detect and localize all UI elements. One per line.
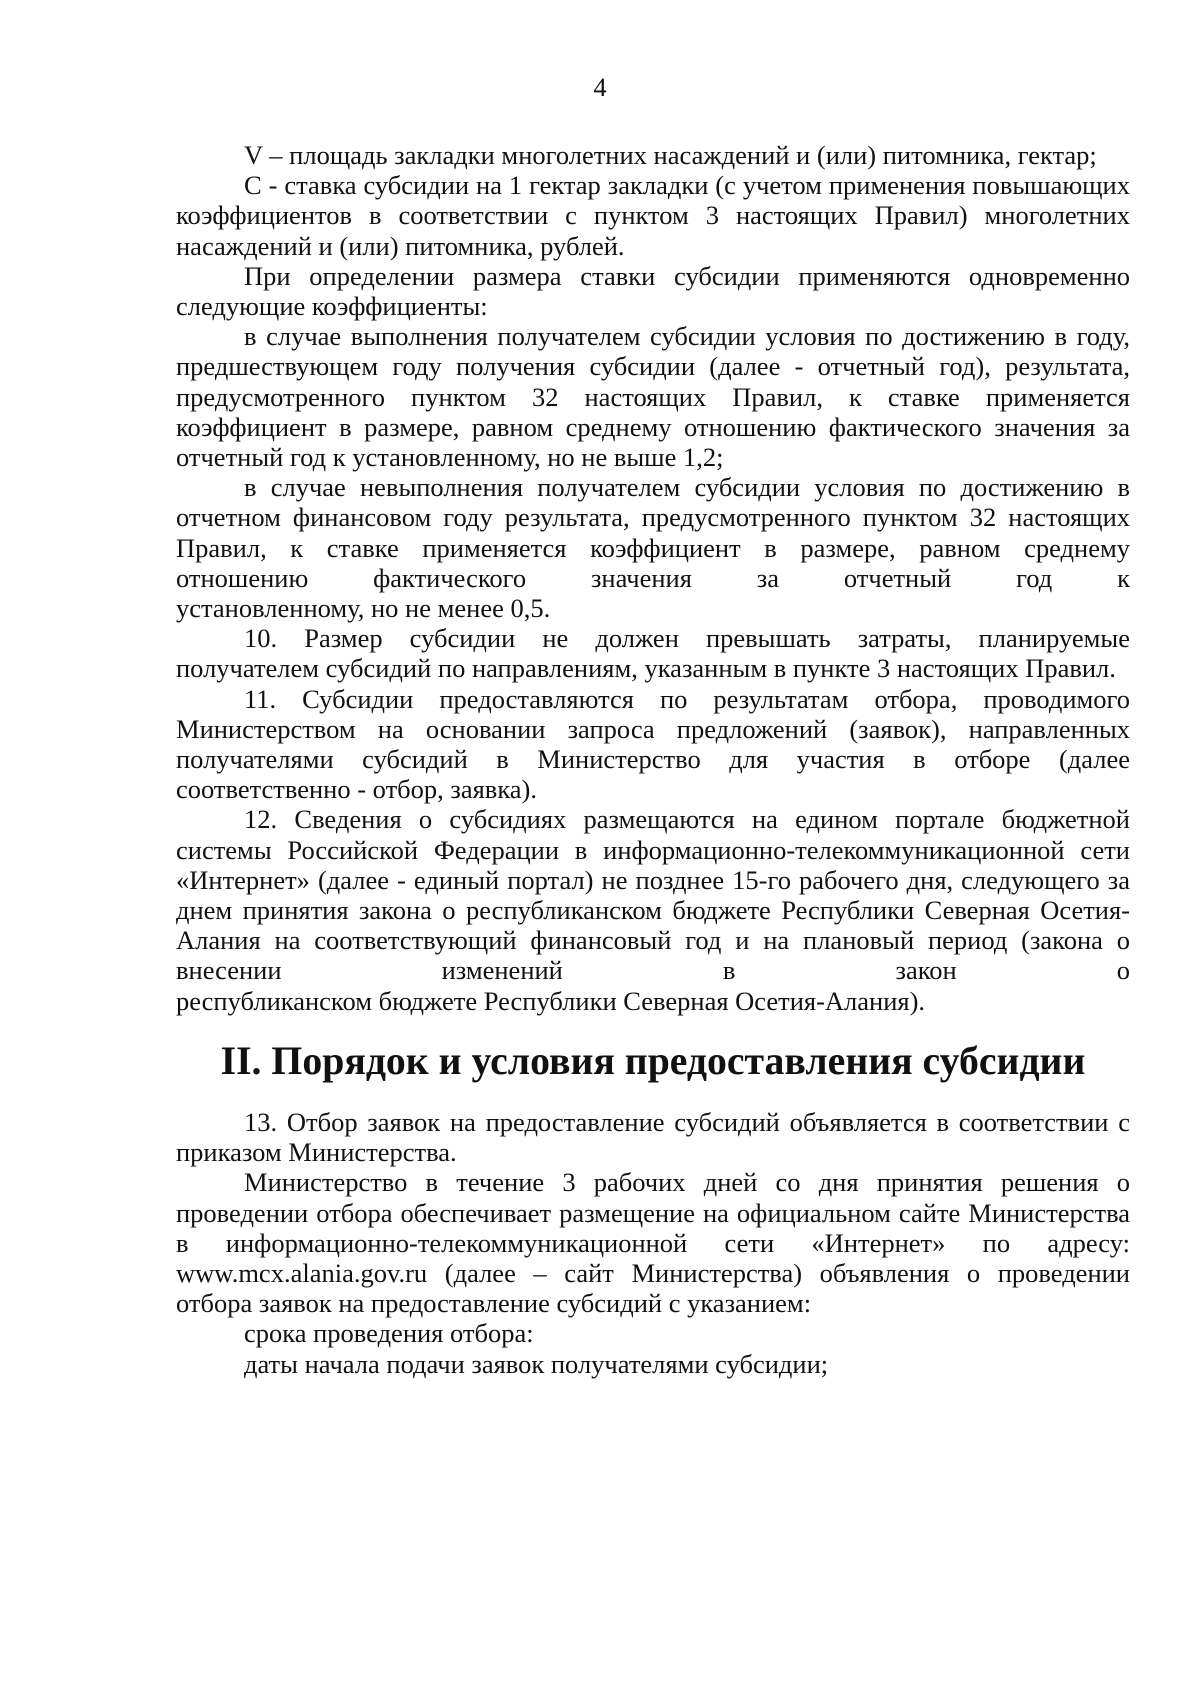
paragraph-announcement: Министерство в течение 3 рабочих дней со дня принятия решения о проведении отбора обеспечивает размещение на официальном сайте Министерства в информационно-телекоммуникационной сети «Интернет» по адресу: www.mcx.alania.gov.ru (далее – сайт Министерства) объявления о проведении отбора заявок на предоставление субсидий с указанием: <box>176 1167 1130 1319</box>
list-item-submission-start: даты начала подачи заявок получателями субсидии; <box>244 1348 829 1379</box>
paragraph-c-definition: С - ставка субсидии на 1 гектар закладки (с учетом применения повышающих коэффициентов в соответствии с пунктом 3 настоящих Правил) многолетних насаждений и (или) питомника, рублей. <box>176 170 1130 261</box>
list-item-selection-period: срока проведения отбора: <box>244 1318 534 1349</box>
paragraph-coefficients-intro: При определении размера ставки субсидии применяются одновременно следующие коэффициенты: <box>176 260 1130 322</box>
paragraph-coefficient-unfulfilled-end: установленному, но не менее 0,5. <box>176 593 551 624</box>
paragraph-item-12: 12. Сведения о субсидиях размещаются на едином портале бюджетной системы Российской Федерации в информационно-телекоммуникационной сети «Интернет» (далее - единый портал) не позднее 15-го рабочего дня, следующего за днем принятия закона о республиканском бюджете Республики Северная Осетия-Алания на соответствующий финансовый год и на плановый период (закона о внесении изменений в закон о <box>176 804 1130 986</box>
paragraph-item-10: 10. Размер субсидии не должен превышать затраты, планируемые получателем субсидий по направлениям, указанным в пункте 3 настоящих Правил. <box>176 623 1130 684</box>
document-body <box>176 140 1130 1379</box>
paragraph-item-11: 11. Субсидии предоставляются по результатам отбора, проводимого Министерством на основании запроса предложений (заявок), направленных получателями субсидий в Министерство для участия в отборе (далее соответственно - отбор, заявка). <box>176 683 1130 805</box>
page-number: 4 <box>593 72 607 102</box>
paragraph-item-13: 13. Отбор заявок на предоставление субсидий объявляется в соответствии с приказом Министерства. <box>176 1106 1130 1168</box>
paragraph-coefficient-fulfilled: в случае выполнения получателем субсидии условия по достижению в году, предшествующем году получения субсидии (далее - отчетный год), результата, предусмотренного пунктом 32 настоящих Правил, к ставке применяется коэффициент в размере, равном среднему отношению фактического значения за отчетный год к установленному, но не выше 1,2; <box>176 321 1130 473</box>
paragraph-item-12-end: республиканском бюджете Республики Северная Осетия-Алания). <box>176 985 926 1016</box>
paragraph-v-definition: V – площадь закладки многолетних насаждений и (или) питомника, гектар; <box>244 140 1097 170</box>
section-heading: II. Порядок и условия предоставления субсидии <box>220 1038 1086 1083</box>
paragraph-coefficient-unfulfilled: в случае невыполнения получателем субсидии условия по достижению в отчетном финансовом году результата, предусмотренного пунктом 32 настоящих Правил, к ставке применяется коэффициент в размере, равном среднему отношению фактического значения за отчетный год к <box>176 472 1130 593</box>
